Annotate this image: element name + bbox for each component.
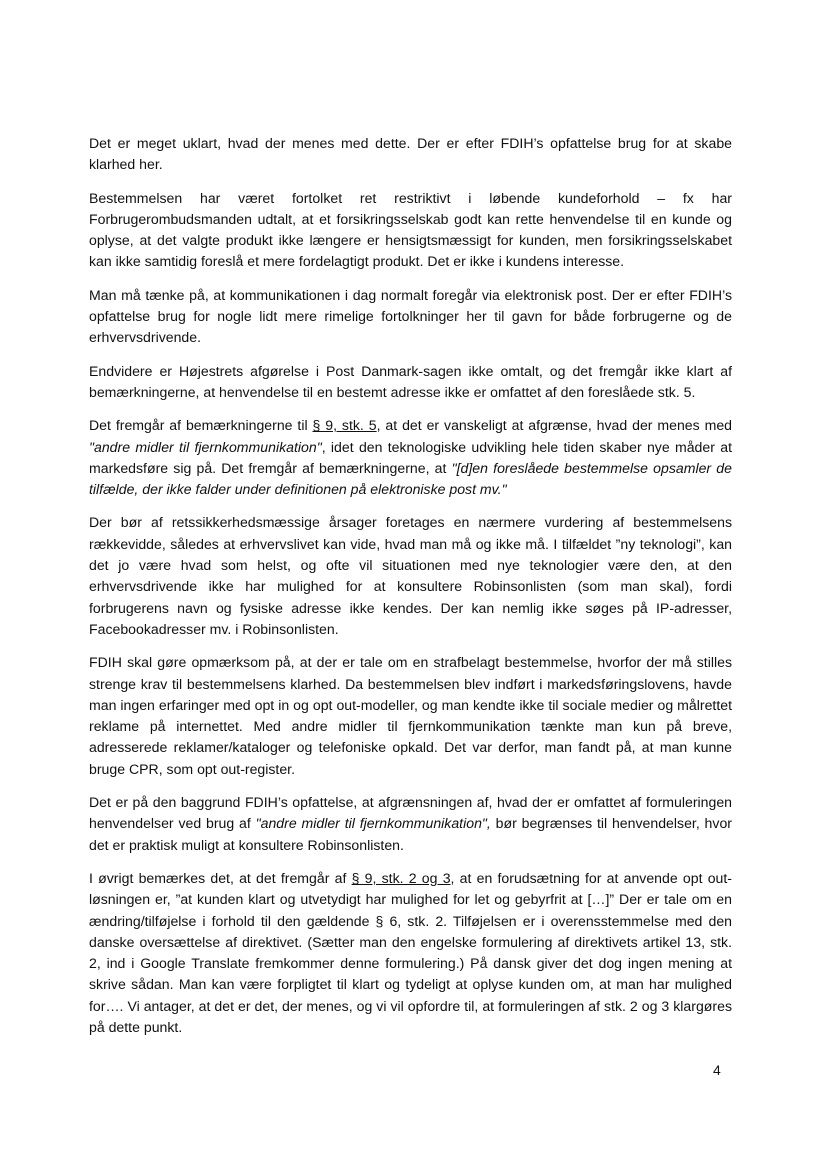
paragraph	[89, 512, 732, 640]
document-body	[89, 133, 732, 1050]
paragraph	[89, 415, 732, 500]
paragraph-text: Endvidere er Højestrets afgørelse i Post Danmark-sagen ikke omtalt, og det fremgår ikke klart af bemærkningerne, at henvendelse til en bestemt adresse ikke er omfattet af den foreslåede stk. 5.	[89, 362, 732, 400]
paragraph	[89, 285, 732, 349]
paragraph-text: Det fremgår af bemærkningerne til	[89, 417, 313, 434]
paragraph-text: Det er meget uklart, hvad der menes med dette. Der er efter FDIH’s opfattelse brug for at skabe klarhed her.	[89, 135, 732, 173]
section-reference: § 9, stk. 2 og 3	[351, 869, 451, 886]
italic-quote: "[d]en foreslåede bestemmelse opsamler de tilfælde, der ikke falder under definitionen på elektroniske post mv."	[89, 459, 732, 498]
paragraph	[89, 133, 732, 176]
paragraph-text: Det er på den baggrund FDIH’s opfattelse, at afgrænsningen af, hvad der er omfattet af formuleringen henvendelser ved brug af	[89, 794, 732, 832]
paragraph	[89, 792, 732, 856]
paragraph-text: Bestemmelsen har været fortolket ret restriktivt i løbende kundeforhold – fx har Forbrugerombudsmanden udtalt, at et forsikringsselskab godt kan rette henvendelse til en kunde og oplyse, at det valgte produkt ikke længere er hensigtsmæssigt for kunden, men forsikringsselskabet kan ikke samtidig foreslå et mere fordelagtigt produkt. Det er ikke i kundens interesse.	[89, 189, 732, 270]
paragraph-text: bør begrænses til henvendelser, hvor det er praktisk muligt at konsultere Robinsonlisten.	[89, 815, 732, 853]
section-reference: § 9, stk. 5	[312, 417, 377, 434]
paragraph	[89, 652, 732, 780]
paragraph-text: , idet den teknologiske udvikling hele tiden skaber nye måder at markedsføre sig på. Det fremgår af bemærkningerne, at	[89, 438, 732, 476]
paragraph-text: FDIH skal gøre opmærksom på, at der er tale om en strafbelagt bestemmelse, hvorfor der må stilles strenge krav til bestemmelsens klarhed. Da bestemmelsen blev indført i markedsføringslovens, havde man ingen erfaringer med opt in og opt out-modeller, og man kendte ikke til sociale medier og målrettet reklame på internettet. Med andre midler til fjernkommunikation tænkte man kun på breve, adresserede reklamer/kataloger og telefoniske opkald. Det var derfor, man fandt på, at man kunne bruge CPR, som opt out-register.	[89, 654, 732, 777]
paragraph-text: , at det er vanskeligt at afgrænse, hvad der menes med	[376, 417, 733, 434]
page-number: 4	[713, 1062, 721, 1078]
paragraph	[89, 361, 732, 404]
italic-quote: "andre midler til fjernkommunikation"	[89, 438, 322, 455]
paragraph	[89, 188, 732, 273]
italic-quote: "andre midler til fjernkommunikation",	[255, 815, 491, 832]
paragraph-text: , at en forudsætning for at anvende opt out-løsningen er, ”at kunden klart og utvetydigt har mulighed for let og gebyrfrit at […]” Der er tale om en ændring/tilføjelse i forhold til den gældende § 6, stk. 2. Tilføjelsen er i overensstemmelse med den danske oversættelse af direktivet. (Sætter man den engelske formulering af direktivets artikel 13, stk. 2, ind i Google Translate fremkommer denne formulering.) På dansk giver det dog ingen mening at skrive sådan. Man kan være forpligtet til klart og tydeligt at oplyse kunden om, at man har mulighed for…. Vi antager, at det er det, der menes, og vi vil opfordre til, at formuleringen af stk. 2 og 3 klargøres på dette punkt.	[89, 869, 732, 1035]
paragraph-text: I øvrigt bemærkes det, at det fremgår af	[89, 869, 352, 886]
paragraph-text: Man må tænke på, at kommunikationen i dag normalt foregår via elektronisk post. Der er efter FDIH’s opfattelse brug for nogle lidt mere rimelige fortolkninger her til gavn for både forbrugerne og de erhvervsdrivende.	[89, 286, 732, 346]
paragraph-text: Der bør af retssikkerhedsmæssige årsager foretages en nærmere vurdering af bestemmelsens rækkevidde, således at erhvervslivet kan vide, hvad man må og ikke må. I tilfældet ”ny teknologi”, kan det jo være hvad som helst, og ofte vil situationen med nye teknologier være den, at den erhvervsdrivende ikke har mulighed for at konsultere Robinsonlisten (som man skal), fordi forbrugerens navn og fysiske adresse ikke kendes. Der kan nemlig ikke søges på IP-adresser, Facebookadresser mv. i Robinsonlisten.	[89, 514, 732, 637]
paragraph	[89, 868, 732, 1038]
